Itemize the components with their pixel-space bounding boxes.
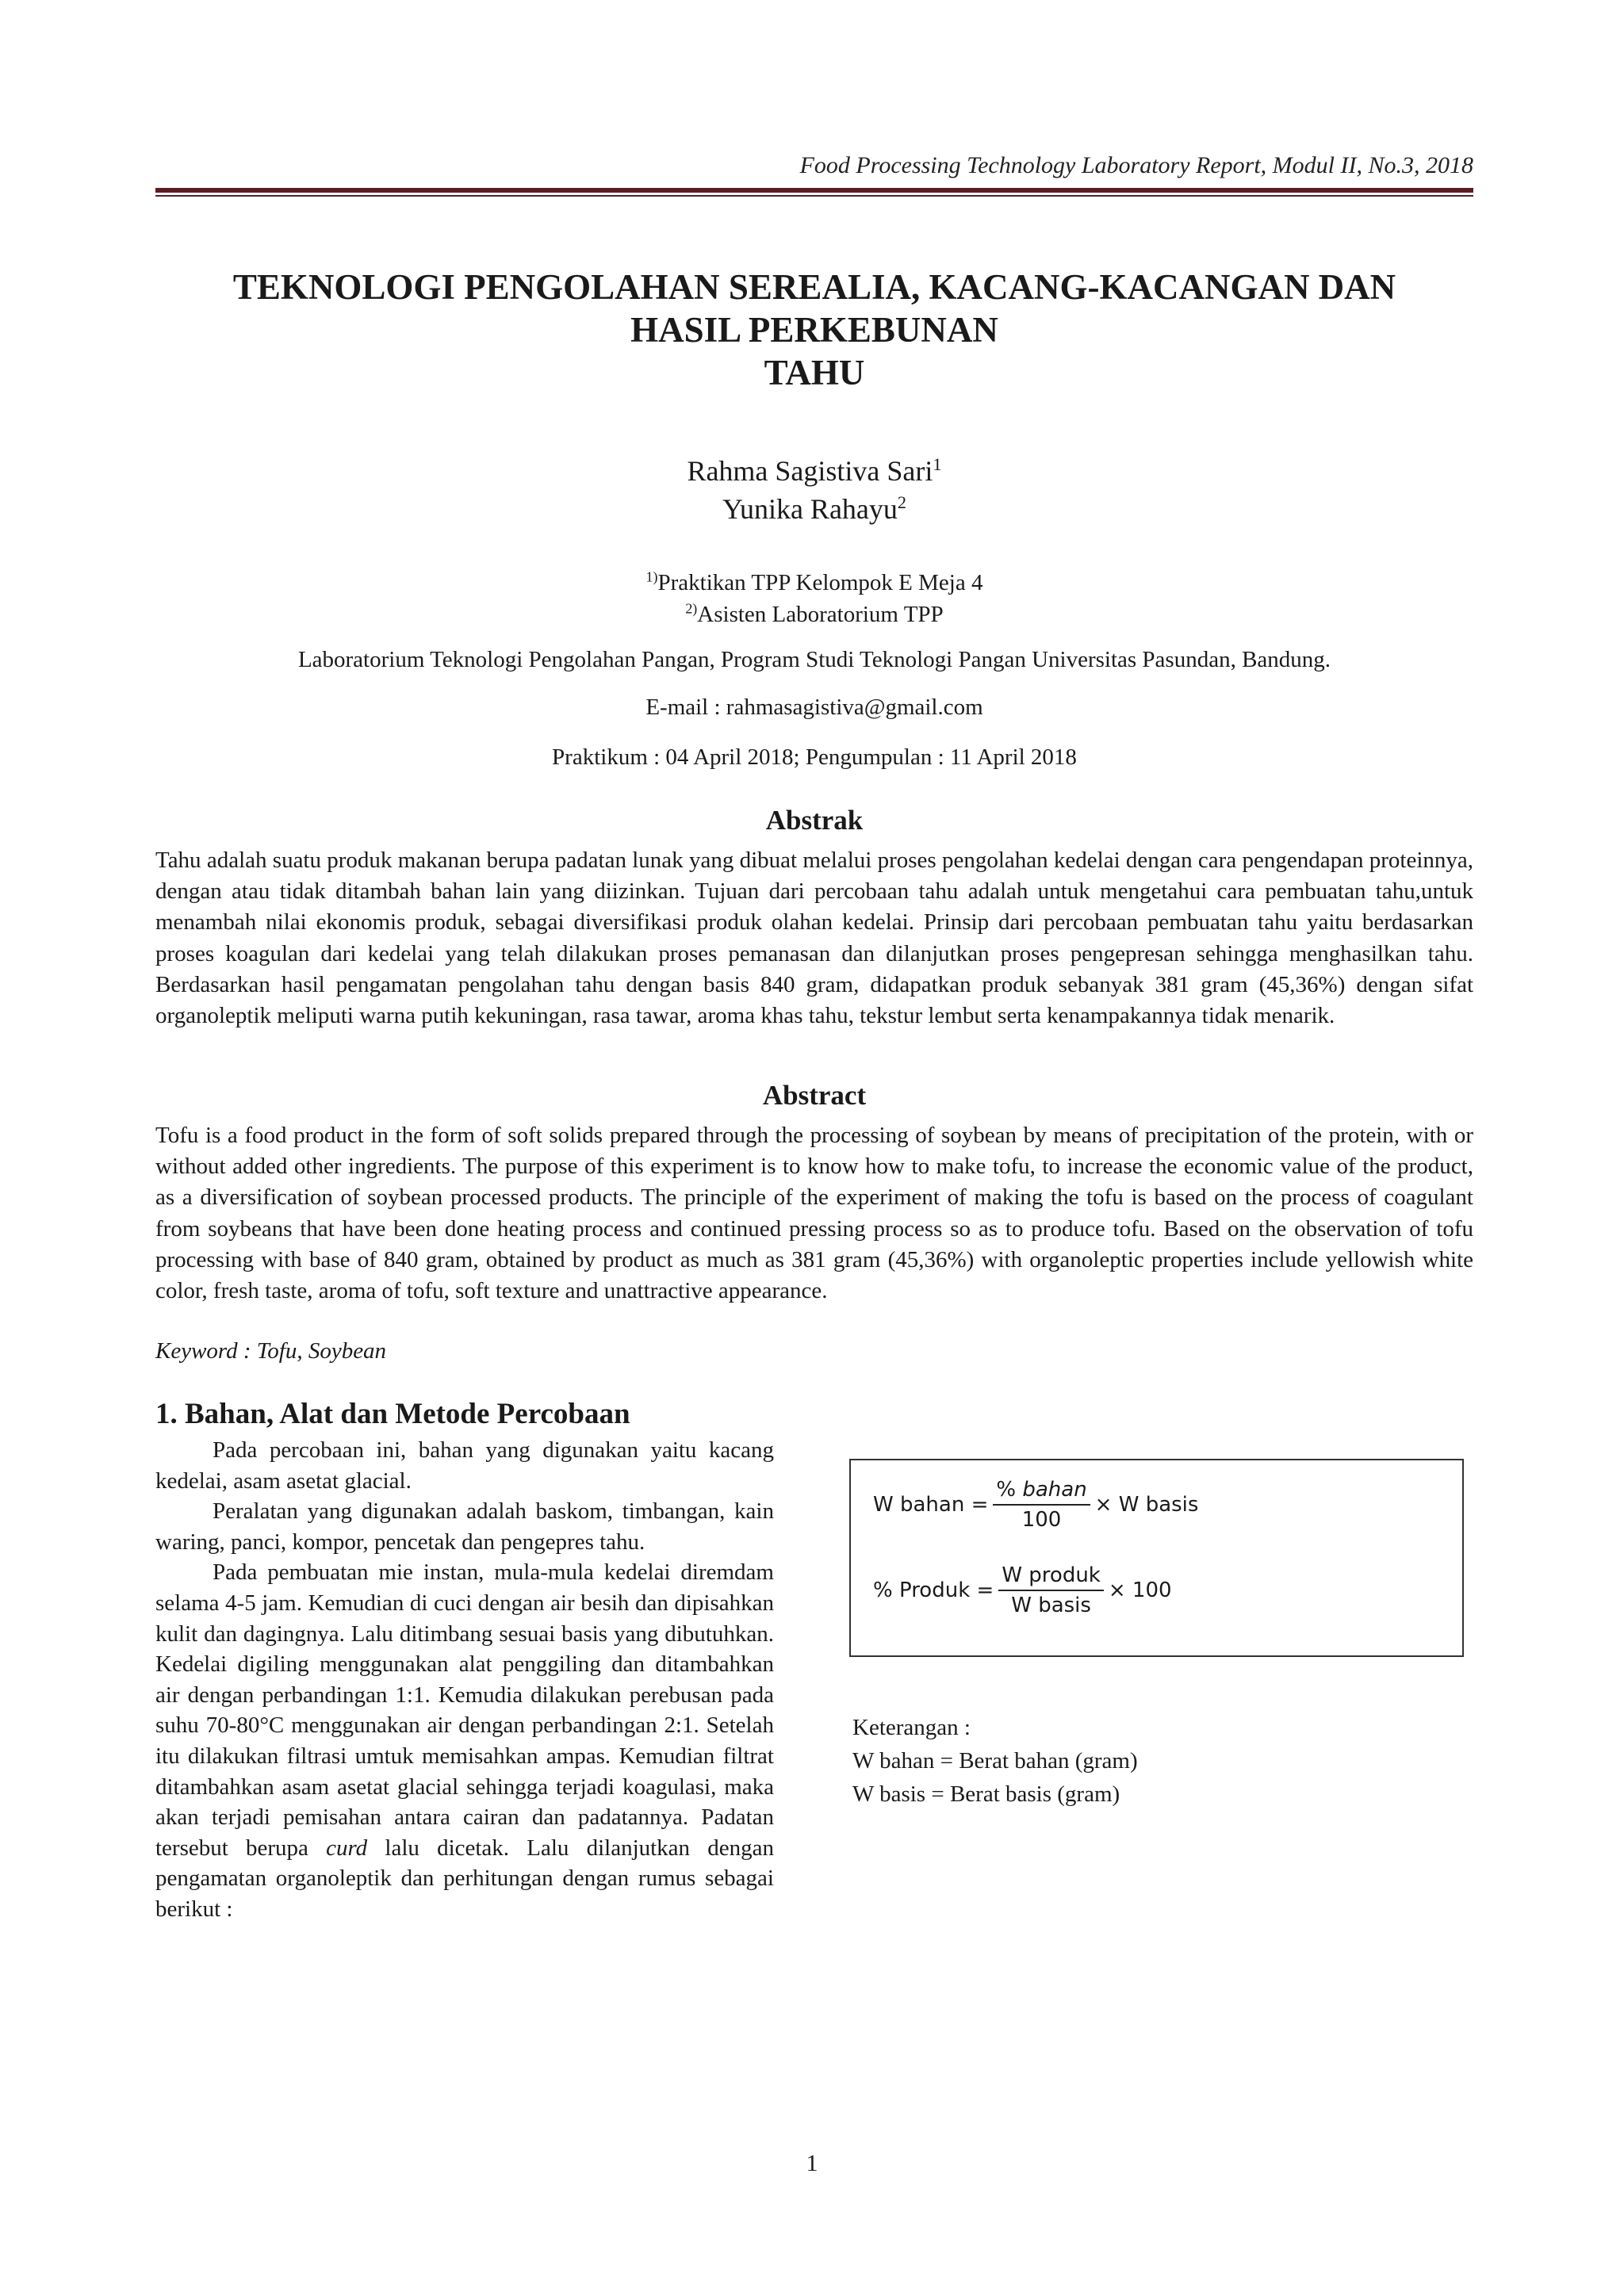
method-text-b: lalu dicetak. Lalu dilanjutkan dengan pengamatan organoleptik dan perhitungan dengan rumus sebagai berikut : [155,1835,774,1922]
method-italic-term: curd [326,1835,368,1861]
formula-1-lhs: W bahan = [873,1493,989,1517]
title-line-3: TAHU [764,353,865,392]
section-1-heading: 1. Bahan, Alat dan Metode Percobaan [155,1398,630,1430]
section-1-body [155,1435,774,1925]
paper-title [155,266,1473,394]
formula-2-numerator: W produk [998,1563,1104,1591]
running-header: Food Processing Technology Laboratory Report, Modul II, No.3, 2018 [799,152,1473,178]
formula-2-lhs: % Produk = [873,1578,994,1602]
formula-w-bahan [873,1478,1198,1532]
formula-2-fraction [998,1563,1104,1617]
notes-title: Keterangan : [852,1715,971,1740]
abstract-body: Tofu is a food product in the form of soft solids prepared through the processing of soybean by means of precipitation of the protein, with or without added other ingredients. The purpose of this experiment is to know how to make tofu, to increase the economic value of the product, as a diversification of soybean processed products. The principle of the experiment of making the tofu is based on the process of coagulant from soybeans that have been done heating process and continued pressing process so as to produce tofu. Based on the observation of tofu processing with base of 840 gram, obtained by product as much as 381 gram (45,36%) with organoleptic properties include yellowish white color, fresh taste, aroma of tofu, soft texture and unattractive appearance. [155,1123,1473,1304]
author-2 [155,490,1473,528]
abstrak-body: Tahu adalah suatu produk makanan berupa padatan lunak yang dibuat melalui proses pengolahan kedelai dengan cara pengendapan proteinnya, dengan atau tidak ditambah bahan lain yang diizinkan. Tujuan dari percobaan tahu adalah untuk mengetahui cara pembuatan tahu,untuk menambah nilai ekonomis produk, sebagai diversifikasi produk olahan kedelai. Prinsip dari percobaan pembuatan tahu yaitu berdasarkan proses koagulan dari kedelai yang telah dilakukan proses pemanasan dan dilanjutkan proses pengepresan sehingga menghasilkan tahu. Berdasarkan hasil pengamatan pengolahan tahu dengan basis 840 gram, didapatkan produk sebanyak 381 gram (45,36%) dengan sifat organoleptik meliputi warna putih kekuningan, rasa tawar, aroma khas tahu, tekstur lembut serta kenampakannya tidak menarik. [155,848,1473,1029]
author-list [155,452,1473,528]
formula-1-fraction [993,1478,1090,1532]
formula-1-num-pct: % [996,1478,1023,1502]
title-line-1: TEKNOLOGI PENGOLAHAN SEREALIA, KACANG-KACANGAN DAN [232,267,1396,307]
page-number: 1 [806,2150,818,2176]
dates-line: Praktikum : 04 April 2018; Pengumpulan : 11 April 2018 [552,744,1077,770]
formula-2-denominator: W basis [1011,1594,1091,1617]
title-line-2: HASIL PERKEBUNAN [630,310,998,350]
institution-line: Laboratorium Teknologi Pengolahan Pangan, Program Studi Teknologi Pangan Universitas Pasundan, Bandung. [297,647,1331,672]
author-name: Yunika Rahayu [722,493,898,525]
notes-block [852,1711,1138,1811]
email-line: E-mail : rahmasagistiva@gmail.com [645,695,983,720]
header-rule-thin [155,195,1473,197]
author-superscript: 1 [933,454,942,474]
affiliation-1 [155,567,1473,599]
abstrak-heading: Abstrak [765,805,864,836]
paragraph-equipment: Peralatan yang digunakan adalah baskom, timbangan, kain waring, panci, kompor, pencetak dan pengepres tahu. [155,1498,774,1555]
abstract-heading: Abstract [762,1080,867,1111]
affiliation-marker: 2) [685,600,698,617]
formula-1-rhs: × W basis [1094,1493,1199,1517]
affiliation-text: Praktikan TPP Kelompok E Meja 4 [657,570,983,595]
notes-line-1: W bahan = Berat bahan (gram) [852,1748,1138,1774]
formula-1-num-var: bahan [1022,1478,1087,1502]
paragraph-method [155,1557,774,1924]
formula-1-denominator: 100 [1021,1508,1062,1532]
notes-line-2: W basis = Berat basis (gram) [852,1781,1120,1807]
formula-2-rhs: × 100 [1108,1578,1172,1602]
method-text-a: Pada pembuatan mie instan, mula-mula kedelai diremdam selama 4-5 jam. Kemudian di cuci dengan air besih dan dipisahkan kulit dan dagingnya. Lalu ditimbang sesuai basis yang dibutuhkan. Kedelai digiling menggunakan alat penggiling dan ditambahkan air dengan perbandingan 1:1. Kemudia dilakukan perebusan pada suhu 70-80°C menggunakan air dengan perbandingan 2:1. Setelah itu dilakukan filtrasi umtuk memisahkan ampas. Kemudian filtrat ditambahkan asam asetat glacial sehingga terjadi koagulasi, maka akan terjadi pemisahan antara cairan dan padatannya. Padatan tersebut berupa [155,1559,774,1861]
formula-box [849,1459,1464,1657]
affiliation-text: Asisten Laboratorium TPP [697,602,944,627]
author-1 [155,452,1473,490]
keywords-line: Keyword : Tofu, Soybean [155,1338,387,1364]
author-superscript: 2 [897,492,907,512]
formula-1-numerator [993,1478,1090,1506]
paragraph-materials: Pada percobaan ini, bahan yang digunakan yaitu kacang kedelai, asam asetat glacial. [155,1437,774,1494]
affiliation-2 [155,599,1473,630]
author-name: Rahma Sagistiva Sari [687,455,933,487]
header-rule-thick [155,188,1473,193]
affiliations [155,567,1473,630]
affiliation-marker: 1) [645,568,658,585]
formula-produk [873,1563,1172,1617]
